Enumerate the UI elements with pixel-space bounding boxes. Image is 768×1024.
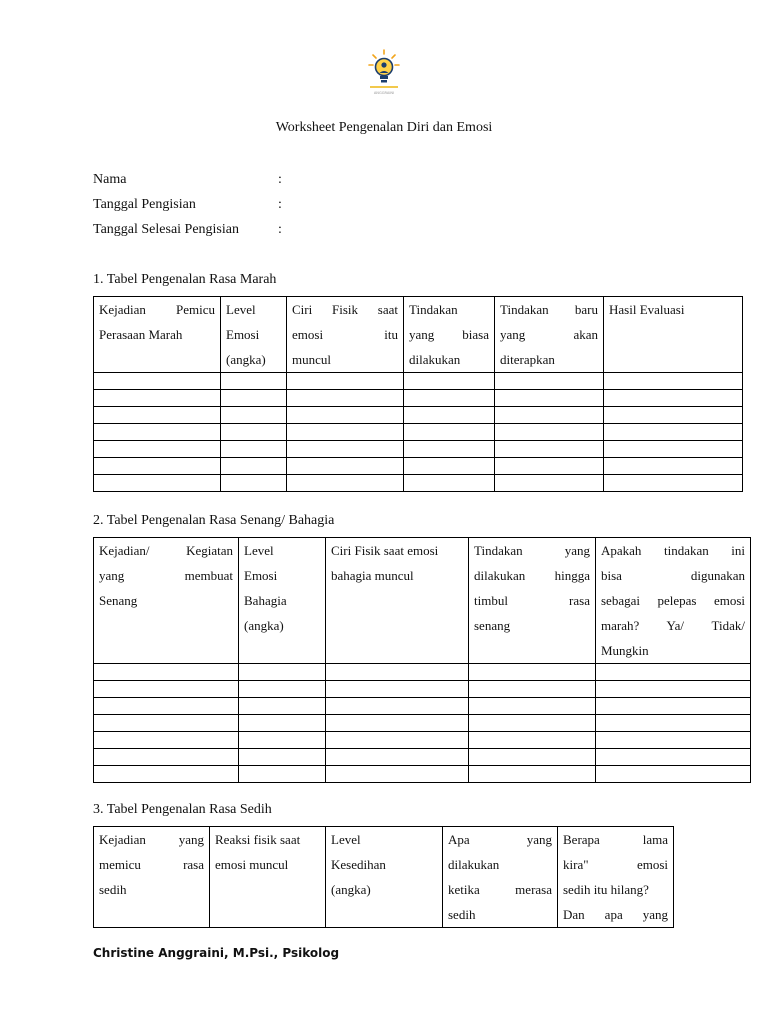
header-cell: Tindakan yang biasa dilakukan bbox=[404, 297, 495, 373]
empty-entry-cell[interactable] bbox=[287, 373, 404, 390]
header-cell: Ciri Fisik saat emosi bahagia muncul bbox=[326, 538, 469, 664]
empty-entry-cell[interactable] bbox=[326, 732, 469, 749]
empty-entry-cell[interactable] bbox=[495, 373, 604, 390]
svg-text:ANGGRAINI: ANGGRAINI bbox=[373, 91, 395, 95]
empty-entry-cell[interactable] bbox=[239, 715, 326, 732]
empty-entry-cell[interactable] bbox=[596, 664, 751, 681]
empty-entry-cell[interactable] bbox=[94, 749, 239, 766]
header-cell: Reaksi fisik saat emosi muncul bbox=[210, 827, 326, 928]
empty-entry-cell[interactable] bbox=[94, 458, 221, 475]
empty-entry-cell[interactable] bbox=[604, 441, 743, 458]
empty-entry-cell[interactable] bbox=[404, 475, 495, 492]
table-row bbox=[94, 475, 743, 492]
footer-author: Christine Anggraini, M.Psi., Psikolog bbox=[93, 946, 340, 960]
field-colon-tanggal-selesai: : bbox=[278, 222, 282, 237]
empty-entry-cell[interactable] bbox=[221, 390, 287, 407]
header-cell: Berapa lama kira" emosi sedih itu hilang? Dan apa yang bbox=[558, 827, 674, 928]
empty-entry-cell[interactable] bbox=[94, 390, 221, 407]
empty-entry-cell[interactable] bbox=[604, 424, 743, 441]
empty-entry-cell[interactable] bbox=[469, 766, 596, 783]
empty-entry-cell[interactable] bbox=[326, 681, 469, 698]
empty-entry-cell[interactable] bbox=[326, 766, 469, 783]
empty-entry-cell[interactable] bbox=[239, 732, 326, 749]
section2-title: 2. Tabel Pengenalan Rasa Senang/ Bahagia bbox=[93, 513, 335, 528]
empty-entry-cell[interactable] bbox=[94, 698, 239, 715]
empty-entry-cell[interactable] bbox=[287, 407, 404, 424]
empty-entry-cell[interactable] bbox=[221, 373, 287, 390]
empty-entry-cell[interactable] bbox=[94, 732, 239, 749]
empty-entry-cell[interactable] bbox=[596, 681, 751, 698]
header-row bbox=[94, 297, 743, 373]
header-cell: Level Emosi Bahagia (angka) bbox=[239, 538, 326, 664]
empty-entry-cell[interactable] bbox=[94, 715, 239, 732]
empty-entry-cell[interactable] bbox=[221, 407, 287, 424]
table-row bbox=[94, 664, 751, 681]
empty-entry-cell[interactable] bbox=[469, 681, 596, 698]
empty-entry-cell[interactable] bbox=[404, 407, 495, 424]
header-cell: Apakah tindakan ini bisa digunakan sebagai pelepas emosi marah? Ya/ Tidak/ Mungkin bbox=[596, 538, 751, 664]
empty-entry-cell[interactable] bbox=[94, 441, 221, 458]
field-colon-tanggal-pengisian: : bbox=[278, 197, 282, 212]
empty-entry-cell[interactable] bbox=[239, 664, 326, 681]
empty-entry-cell[interactable] bbox=[495, 424, 604, 441]
empty-entry-cell[interactable] bbox=[469, 749, 596, 766]
empty-entry-cell[interactable] bbox=[94, 373, 221, 390]
table-row bbox=[94, 390, 743, 407]
empty-entry-cell[interactable] bbox=[287, 475, 404, 492]
empty-entry-cell[interactable] bbox=[604, 390, 743, 407]
empty-entry-cell[interactable] bbox=[596, 766, 751, 783]
empty-entry-cell[interactable] bbox=[287, 390, 404, 407]
header-cell: Kejadian Pemicu Perasaan Marah bbox=[94, 297, 221, 373]
empty-entry-cell[interactable] bbox=[94, 681, 239, 698]
empty-entry-cell[interactable] bbox=[287, 424, 404, 441]
header-row bbox=[94, 538, 751, 664]
worksheet-title: Worksheet Pengenalan Diri dan Emosi bbox=[275, 120, 493, 135]
table-row bbox=[94, 681, 751, 698]
empty-entry-cell[interactable] bbox=[596, 749, 751, 766]
empty-entry-cell[interactable] bbox=[604, 373, 743, 390]
header-cell: Kejadian yang memicu rasa sedih bbox=[94, 827, 210, 928]
empty-entry-cell[interactable] bbox=[469, 698, 596, 715]
field-label-nama: Nama bbox=[93, 172, 127, 187]
empty-entry-cell[interactable] bbox=[239, 681, 326, 698]
table-row bbox=[94, 698, 751, 715]
empty-entry-cell[interactable] bbox=[495, 441, 604, 458]
table-row bbox=[94, 715, 751, 732]
empty-entry-cell[interactable] bbox=[94, 664, 239, 681]
empty-entry-cell[interactable] bbox=[604, 475, 743, 492]
empty-entry-cell[interactable] bbox=[604, 407, 743, 424]
header-cell: Tindakan yang dilakukan hingga timbul rasa senang bbox=[469, 538, 596, 664]
empty-entry-cell[interactable] bbox=[495, 407, 604, 424]
table-row bbox=[94, 766, 751, 783]
table-row bbox=[94, 458, 743, 475]
empty-entry-cell[interactable] bbox=[287, 458, 404, 475]
empty-entry-cell[interactable] bbox=[404, 390, 495, 407]
empty-entry-cell[interactable] bbox=[221, 475, 287, 492]
table-row bbox=[94, 424, 743, 441]
empty-entry-cell[interactable] bbox=[596, 698, 751, 715]
table-row bbox=[94, 373, 743, 390]
empty-entry-cell[interactable] bbox=[326, 664, 469, 681]
empty-entry-cell[interactable] bbox=[596, 732, 751, 749]
empty-entry-cell[interactable] bbox=[596, 715, 751, 732]
table-row bbox=[94, 441, 743, 458]
empty-entry-cell[interactable] bbox=[239, 749, 326, 766]
empty-entry-cell[interactable] bbox=[404, 441, 495, 458]
empty-entry-cell[interactable] bbox=[94, 475, 221, 492]
header-row bbox=[94, 827, 674, 928]
empty-entry-cell[interactable] bbox=[495, 390, 604, 407]
section3-title: 3. Tabel Pengenalan Rasa Sedih bbox=[93, 802, 272, 817]
empty-entry-cell[interactable] bbox=[604, 458, 743, 475]
table-row bbox=[94, 407, 743, 424]
header-cell: Kejadian/ Kegiatan yang membuat Senang bbox=[94, 538, 239, 664]
empty-entry-cell[interactable] bbox=[495, 458, 604, 475]
empty-entry-cell[interactable] bbox=[94, 407, 221, 424]
empty-entry-cell[interactable] bbox=[404, 458, 495, 475]
empty-entry-cell[interactable] bbox=[326, 749, 469, 766]
empty-entry-cell[interactable] bbox=[221, 441, 287, 458]
header-cell: Ciri Fisik saat emosi itu muncul bbox=[287, 297, 404, 373]
table-rasa-sedih bbox=[93, 826, 674, 928]
empty-entry-cell[interactable] bbox=[469, 732, 596, 749]
table-rasa-marah bbox=[93, 296, 743, 492]
section1-title: 1. Tabel Pengenalan Rasa Marah bbox=[93, 272, 277, 287]
table-rasa-senang bbox=[93, 537, 751, 783]
empty-entry-cell[interactable] bbox=[221, 424, 287, 441]
header-cell: Apa yang dilakukan ketika merasa sedih bbox=[443, 827, 558, 928]
table-row bbox=[94, 732, 751, 749]
empty-entry-cell[interactable] bbox=[94, 766, 239, 783]
empty-entry-cell[interactable] bbox=[469, 664, 596, 681]
field-colon-nama: : bbox=[278, 172, 282, 187]
field-label-tanggal-selesai: Tanggal Selesai Pengisian bbox=[93, 222, 239, 237]
header-cell: Level Kesedihan (angka) bbox=[326, 827, 443, 928]
header-cell: Level Emosi (angka) bbox=[221, 297, 287, 373]
empty-entry-cell[interactable] bbox=[287, 441, 404, 458]
empty-entry-cell[interactable] bbox=[404, 424, 495, 441]
field-label-tanggal-pengisian: Tanggal Pengisian bbox=[93, 197, 196, 212]
empty-entry-cell[interactable] bbox=[326, 715, 469, 732]
table-row bbox=[94, 749, 751, 766]
empty-entry-cell[interactable] bbox=[94, 424, 221, 441]
header-cell: Tindakan baru yang akan diterapkan bbox=[495, 297, 604, 373]
empty-entry-cell[interactable] bbox=[239, 766, 326, 783]
empty-entry-cell[interactable] bbox=[404, 373, 495, 390]
lightbulb-logo-icon bbox=[367, 48, 401, 98]
empty-entry-cell[interactable] bbox=[469, 715, 596, 732]
empty-entry-cell[interactable] bbox=[239, 698, 326, 715]
header-cell: Hasil Evaluasi bbox=[604, 297, 743, 373]
empty-entry-cell[interactable] bbox=[326, 698, 469, 715]
empty-entry-cell[interactable] bbox=[221, 458, 287, 475]
empty-entry-cell[interactable] bbox=[495, 475, 604, 492]
